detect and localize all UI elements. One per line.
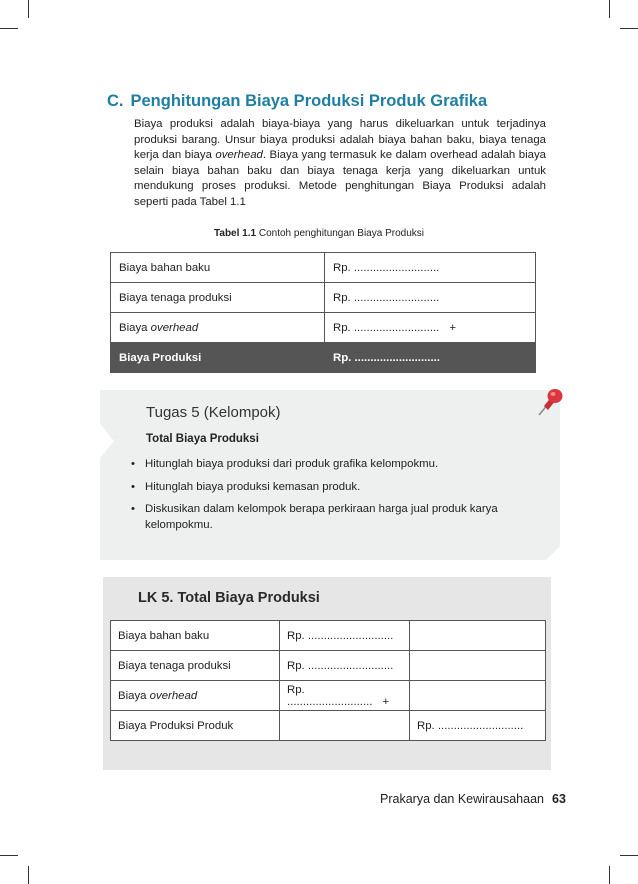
plus-sign: +	[382, 695, 390, 708]
crop-mark	[609, 0, 610, 18]
row-label-text: Biaya	[119, 321, 151, 334]
row-value	[280, 681, 410, 711]
section-title: Penghitungan Biaya Produksi Produk Grafika	[130, 92, 488, 110]
cost-table	[110, 252, 536, 373]
row-label: Biaya tenaga produksi	[111, 283, 325, 313]
bullet-icon: •	[131, 458, 135, 470]
total-value: Rp. ...........................	[325, 343, 536, 373]
blank-cell	[410, 681, 546, 711]
list-item	[131, 480, 531, 496]
table-row	[111, 253, 536, 283]
table-row	[111, 313, 536, 343]
row-label-text: Biaya	[118, 689, 150, 702]
total-value: Rp. ...........................	[410, 711, 546, 741]
total-label: Biaya Produksi Produk	[111, 711, 280, 741]
page-number: 63	[552, 792, 566, 806]
row-value	[325, 313, 536, 343]
row-label: Biaya tenaga produksi	[111, 651, 280, 681]
section-paragraph	[134, 117, 546, 211]
total-row	[111, 343, 536, 373]
table-row	[111, 681, 546, 711]
row-label-italic: overhead	[149, 689, 198, 702]
row-label	[111, 313, 325, 343]
bullet-icon: •	[131, 503, 135, 515]
crop-mark	[609, 866, 610, 884]
paragraph-text: Biaya produksi adalah biaya-biaya yang harus dikeluarkan untuk terjadinya produksi barang. Unsur biaya produksi adalah biaya bahan baku, biaya tenaga kerja dan biaya	[134, 118, 546, 162]
row-label: Biaya bahan baku	[111, 253, 325, 283]
table-row	[111, 621, 546, 651]
section-label: C.	[107, 92, 124, 110]
row-value-text: Rp. ...........................	[287, 683, 373, 708]
crop-mark	[28, 866, 29, 884]
row-label: Biaya bahan baku	[111, 621, 280, 651]
task-list	[131, 457, 531, 540]
list-item	[131, 502, 531, 533]
bullet-icon: •	[131, 480, 135, 493]
row-label	[111, 681, 280, 711]
plus-sign: +	[449, 321, 456, 334]
list-item	[131, 457, 531, 473]
total-row	[111, 711, 546, 741]
list-item-text: Diskusikan dalam kelompok berapa perkiraan harga jual produk karya kelompokmu.	[145, 503, 498, 531]
row-value: Rp. ...........................	[325, 283, 536, 313]
book-title: Prakarya dan Kewirausahaan	[380, 792, 544, 806]
crop-mark	[0, 855, 18, 856]
row-label-italic: overhead	[150, 321, 199, 334]
crop-mark	[620, 855, 638, 856]
paragraph-italic: overhead	[215, 149, 263, 162]
blank-cell	[410, 621, 546, 651]
worksheet-table	[110, 620, 546, 741]
worksheet-title: LK 5. Total Biaya Produksi	[138, 590, 320, 606]
crop-mark	[620, 28, 638, 29]
table-row	[111, 283, 536, 313]
table-row	[111, 651, 546, 681]
caption-text: Contoh penghitungan Biaya Produksi	[256, 228, 424, 239]
table-caption	[0, 228, 638, 239]
task-subtitle: Total Biaya Produksi	[146, 433, 259, 445]
row-value: Rp. ...........................	[280, 651, 410, 681]
blank-cell	[280, 711, 410, 741]
crop-mark	[0, 28, 18, 29]
task-title: Tugas 5 (Kelompok)	[146, 404, 281, 421]
row-value-text: Rp. ...........................	[333, 321, 440, 334]
paragraph-text-2: . Biaya yang termasuk ke dalam overhead adalah biaya selain biaya bahan baku dan biaya tenaga kerja yang dikeluarkan untuk mendukung proses produksi. Metode penghitungan Biaya Produksi adalah seperti pada Tabel 1.1	[134, 149, 546, 208]
row-value: Rp. ...........................	[280, 621, 410, 651]
total-label: Biaya Produksi	[111, 343, 325, 373]
page-footer	[380, 792, 566, 806]
section-heading	[107, 92, 487, 111]
push-pin-icon	[530, 382, 570, 422]
crop-mark	[28, 0, 29, 18]
list-item-text: Hitunglah biaya produksi kemasan produk.	[145, 480, 361, 493]
caption-label: Tabel 1.1	[214, 228, 257, 239]
blank-cell	[410, 651, 546, 681]
list-item-text: Hitunglah biaya produksi dari produk grafika kelompokmu.	[145, 458, 439, 470]
row-value: Rp. ...........................	[325, 253, 536, 283]
